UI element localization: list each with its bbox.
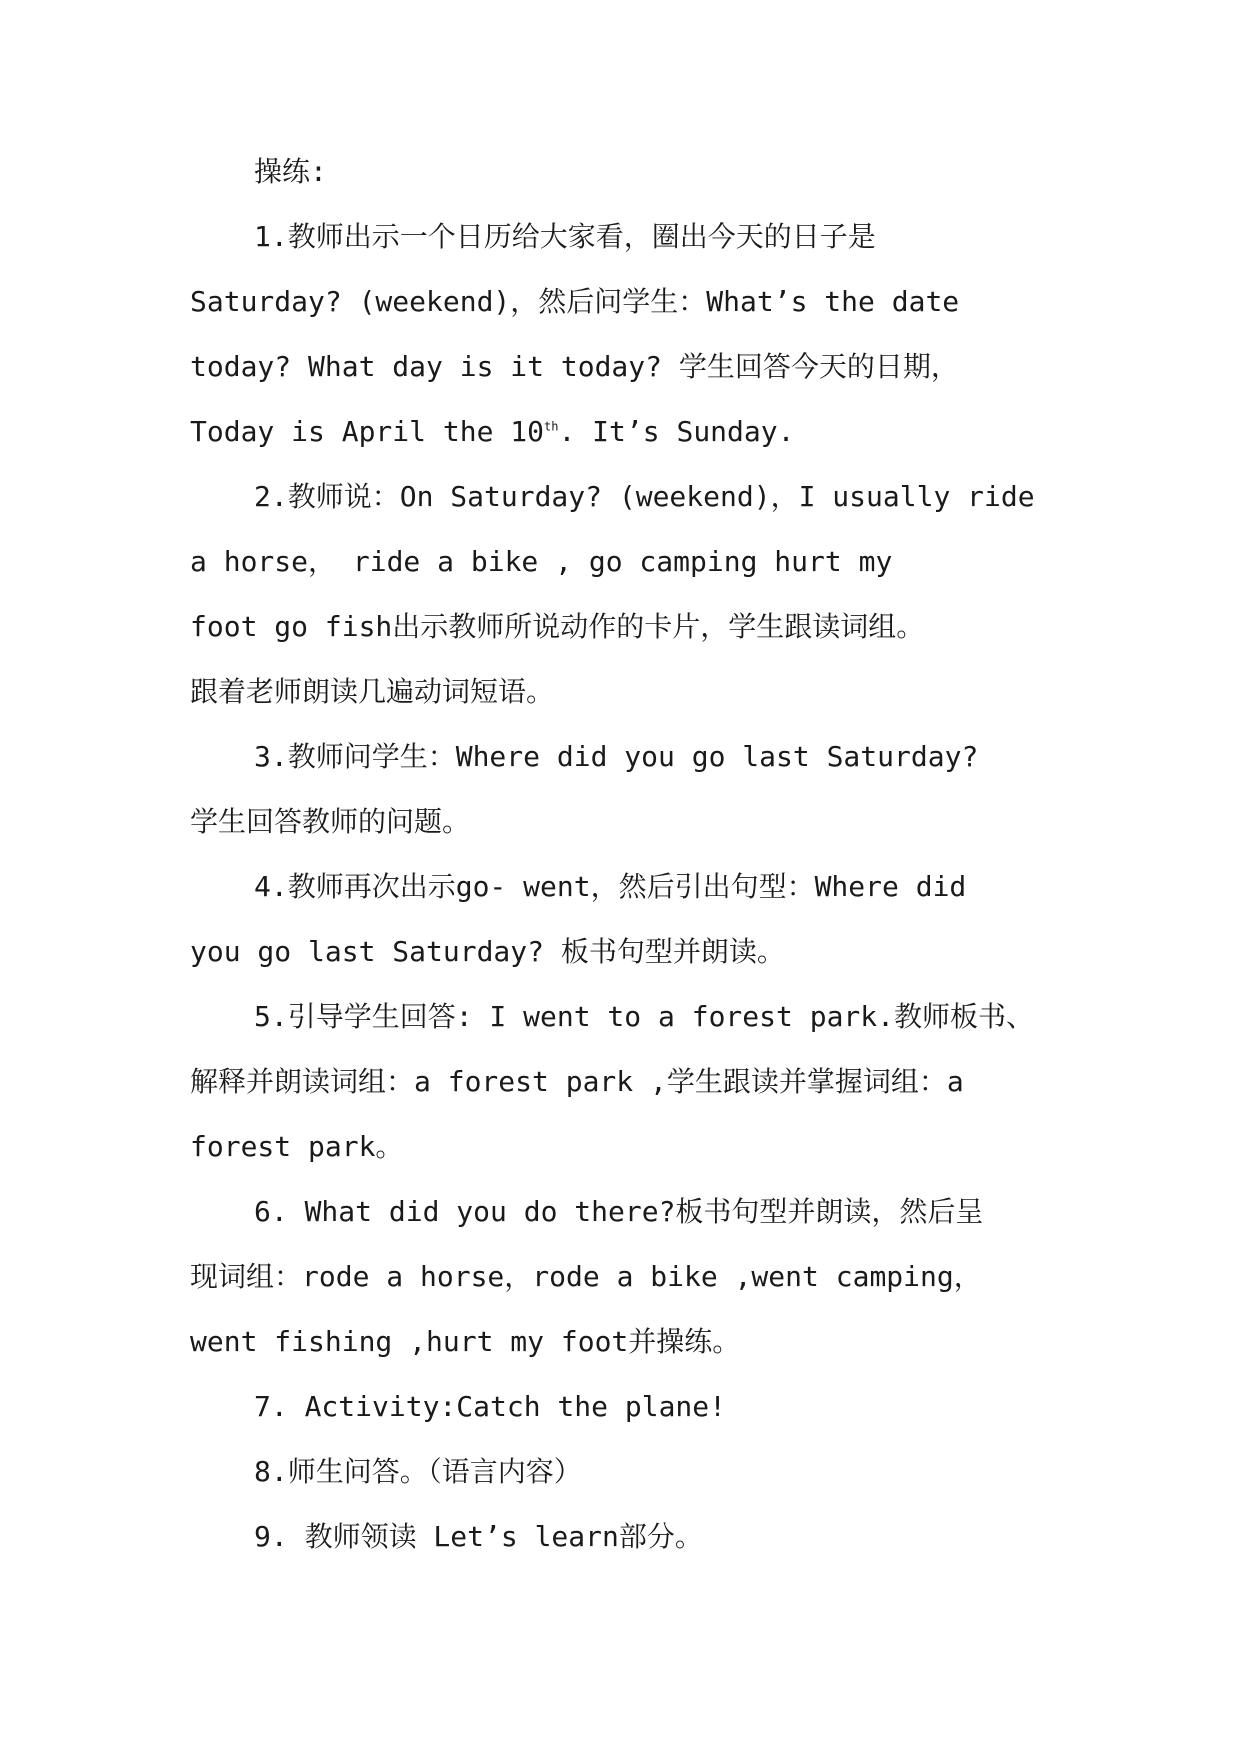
paragraph-line: 跟着老师朗读几遍动词短语。 [190, 675, 555, 708]
paragraph-line: 6. What did you do there?板书句型并朗读，然后呈 [254, 1195, 984, 1228]
paragraph-line: 解释并朗读词组：a forest park ,学生跟读并掌握词组：a [190, 1065, 964, 1098]
paragraph-line: 3.教师问学生：Where did you go last Saturday? [254, 740, 979, 773]
paragraph-line: you go last Saturday? 板书句型并朗读。 [190, 935, 785, 968]
paragraph-line: today? What day is it today? 学生回答今天的日期， [190, 350, 959, 383]
sunday-text: . It’s Sunday. [558, 415, 795, 448]
paragraph-line: 9. 教师领读 Let’s learn部分。 [254, 1520, 703, 1553]
paragraph-line: 现词组：rode a horse，rode a bike ,went camping， [190, 1260, 982, 1293]
paragraph-line: 1.教师出示一个日历给大家看，圈出今天的日子是 [254, 220, 876, 253]
paragraph-line: 4.教师再次出示go- went，然后引出句型：Where did [254, 870, 967, 903]
paragraph-line: foot go fish出示教师所说动作的卡片，学生跟读词组。 [190, 610, 925, 643]
paragraph-line: 2.教师说：On Saturday? (weekend)，I usually ride [254, 480, 1035, 513]
section-heading: 操练: [254, 155, 327, 188]
paragraph-line: Saturday? (weekend)，然后问学生：What’s the date [190, 285, 960, 318]
date-text: Today is April the 10 [190, 415, 545, 448]
paragraph-line: forest park。 [190, 1130, 404, 1163]
paragraph-line: 7. Activity:Catch the plane! [254, 1390, 727, 1423]
paragraph-line [190, 412, 794, 452]
paragraph-line: a horse， ride a bike , go camping hurt my [190, 545, 893, 578]
paragraph-line: went fishing ,hurt my foot并操练。 [190, 1325, 741, 1358]
paragraph-line: 8.师生问答。（语言内容） [254, 1455, 582, 1488]
paragraph-line: 学生回答教师的问题。 [190, 805, 471, 838]
ordinal-suffix: th [544, 419, 559, 434]
paragraph-line: 5.引导学生回答: I went to a forest park.教师板书、 [254, 1000, 1035, 1033]
